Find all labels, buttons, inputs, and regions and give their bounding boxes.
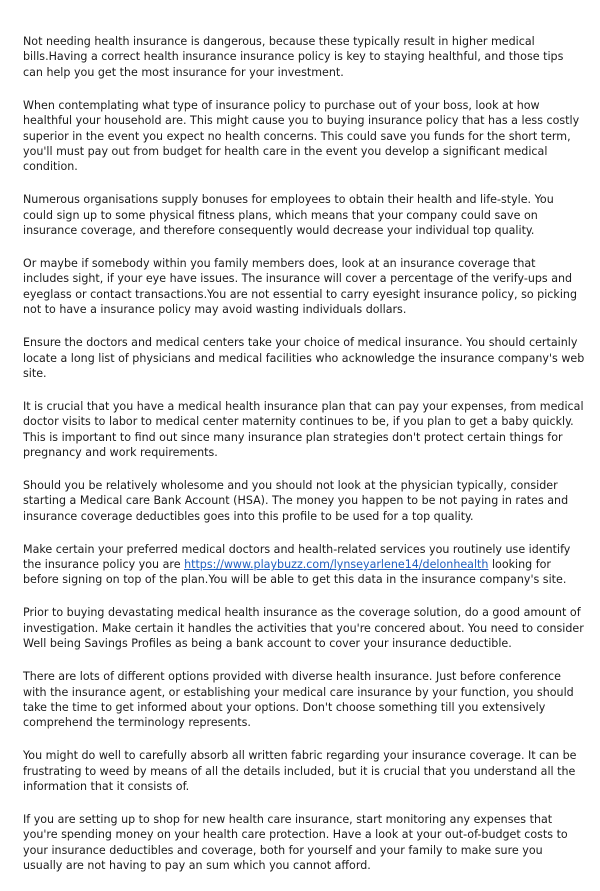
paragraph-2: When contemplating what type of insurance policy to purchase out of your boss, look at how healthful your household are. This might cause you to buying insurance policy that has a less costly superior in the event you expect no health concerns. This could save you funds for the short term, you'll must pay out from budget for health care in the event you develop a significant medical condition. — [23, 98, 580, 174]
paragraph-4: Or maybe if somebody within you family members does, look at an insurance coverage that includes sight, if your eye have issues. The insurance will cover a percentage of the verify-ups and eyeglass or contact transactions.You are not essential to carry eyesight insurance policy, so picking not to have a insurance policy may avoid wasting individuals dollars. — [23, 256, 577, 317]
paragraph-12: If you are setting up to shop for new health care insurance, start monitoring any expenses that you're spending money on your health care protection. Have a look at your out-of-budget costs to your insurance deductibles and coverage, both for yourself and your family to make sure you usually are not having to pay an sum which you cannot afford. — [23, 812, 568, 873]
paragraph-7: Should you be relatively wholesome and you should not look at the physician typically, consider starting a Medical care Bank Account (HSA). The money you happen to be not paying in rates and insurance coverage deductibles goes into this profile to be used for a top quality. — [23, 478, 569, 523]
paragraph-8 — [23, 542, 585, 588]
paragraph-8-before: Make certain your preferred medical doctors and health-related services you routinely use identify the insurance policy you are — [23, 542, 571, 572]
paragraph-5: Ensure the doctors and medical centers take your choice of medical insurance. You should certainly locate a long list of physicians and medical facilities who acknowledge the insurance company's web site. — [23, 336, 585, 380]
paragraph-1: Not needing health insurance is dangerous, because these typically result in higher medical bills.Having a correct health insurance insurance policy is key to staying healthful, and those tips can help you get the most insurance for your investment. — [23, 35, 564, 79]
paragraph-10: There are lots of different options provided with diverse health insurance. Just before conference with the insurance agent, or establishing your medical care insurance by your function, you should take the time to get informed about your options. Don't choose something till you extensively comprehend the terminology represents. — [23, 670, 574, 730]
paragraph-11: You might do well to carefully absorb all written fabric regarding your insurance coverage. It can be frustrating to weed by means of all the details included, but it is crucial that you understand all the information that it consists of. — [23, 749, 577, 794]
paragraph-9: Prior to buying devastating medical health insurance as the coverage solution, do a good amount of investigation. Make certain it handles the activities that you're concered about. You need to consider Well being Savings Profiles as being a bank account to cover your insurance deductible. — [23, 606, 584, 651]
paragraph-6: It is crucial that you have a medical health insurance plan that can pay your expenses, from medical doctor visits to labor to medical center maternity continues to be, if you plan to get a baby quickly. This is important to find out since many insurance plan strategies don't protect certain things for pregnancy and work requirements. — [23, 399, 584, 460]
paragraph-3: Numerous organisations supply bonuses for employees to obtain their health and life-style. You could sign up to some physical fitness plans, which means that your company could save on insurance coverage, and therefore consequently would decrease your individual top quality. — [23, 193, 554, 238]
playbuzz-link[interactable]: https://www.playbuzz.com/lynseyarlene14/delonhealth — [184, 558, 489, 572]
article-body — [23, 34, 585, 891]
paragraph-8-after: looking for before signing on top of the plan.You will be able to get this data in the insurance company's site. — [23, 558, 567, 587]
